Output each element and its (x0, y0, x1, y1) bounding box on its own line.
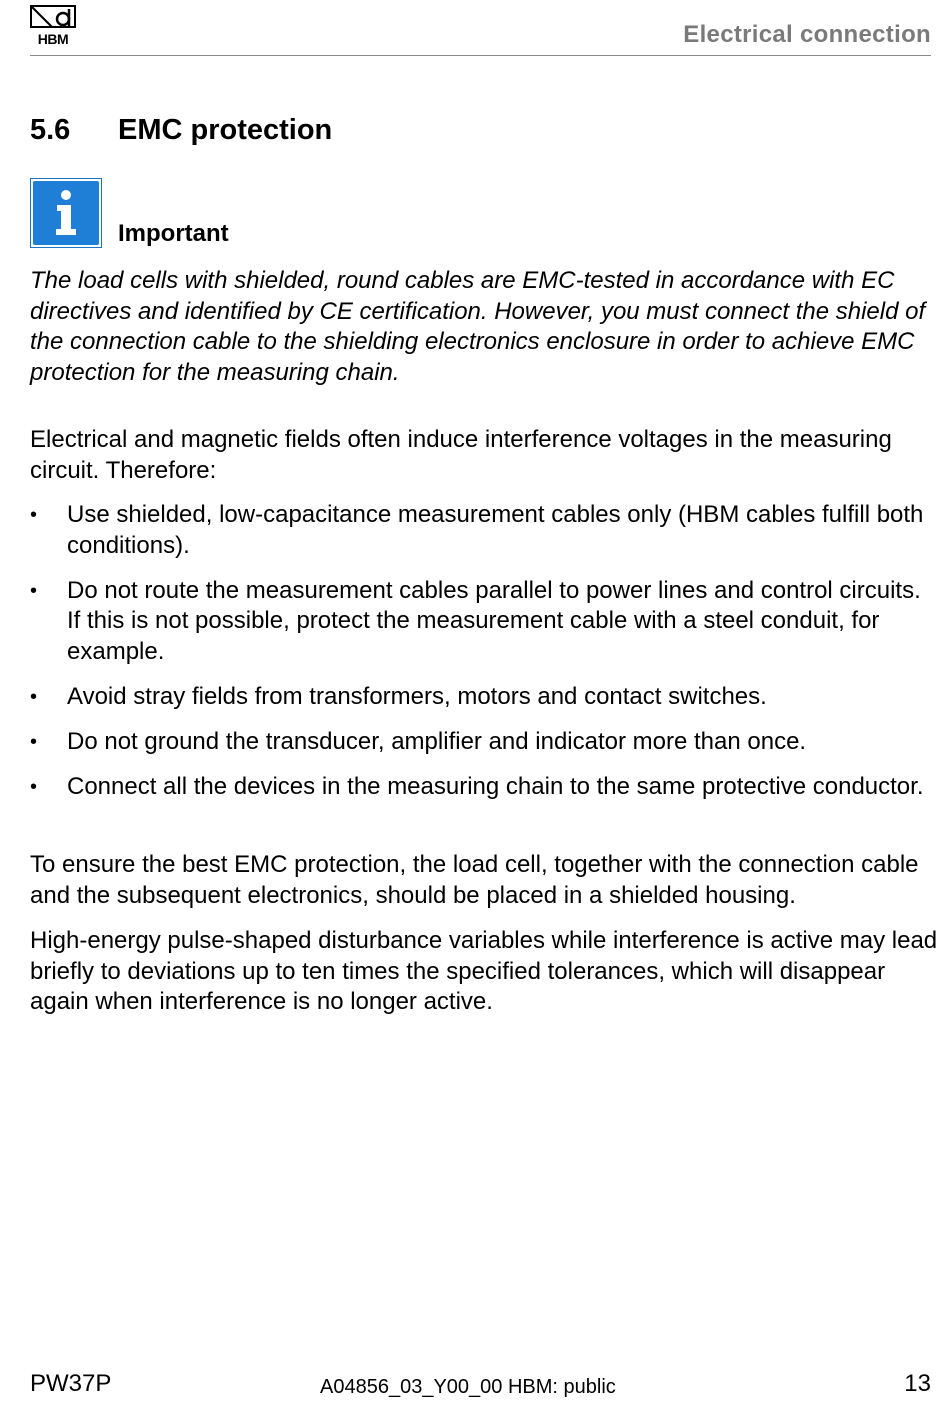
notice-label: Important (118, 220, 229, 247)
footer-page-number: 13 (904, 1370, 931, 1397)
list-item (30, 576, 940, 668)
section-title: EMC protection (118, 114, 333, 146)
list-item-text: Use shielded, low-capacitance measurement cables only (HBM cables fulfill both conditions). (67, 501, 924, 559)
bullet-icon: • (30, 730, 38, 753)
bullet-icon: • (30, 775, 38, 798)
bullet-icon: • (30, 579, 38, 602)
list-item (30, 772, 940, 803)
list-item (30, 682, 940, 713)
notice-text: The load cells with shielded, round cables are EMC-tested in accordance with EC directives and identified by CE certification. However, you must connect the shield of the connection cable to the shielding electronics enclosure in order to achieve EMC protection for the measuring chain. (30, 267, 926, 386)
bullet-icon: • (30, 504, 38, 526)
list-item-text: Avoid stray fields from transformers, motors and contact switches. (67, 682, 767, 710)
info-icon (30, 178, 102, 248)
footer-product: PW37P (30, 1370, 112, 1397)
page-header (30, 0, 931, 56)
disturbance-paragraph: High-energy pulse-shaped disturbance variables while interference is active may lead briefly to deviations up to ten times the specified tolerances, which will disappear again when interference is no longer active. (30, 927, 938, 1015)
list-item-text: Connect all the devices in the measuring chain to the same protective conductor. (67, 772, 924, 800)
emc-housing-paragraph: To ensure the best EMC protection, the load cell, together with the connection cable and the subsequent electronics, should be placed in a shielded housing. (30, 851, 919, 909)
page-footer (30, 1370, 931, 1400)
intro-paragraph: Electrical and magnetic fields often induce interference voltages in the measuring circuit. Therefore: (30, 426, 892, 484)
list-item-text: Do not ground the transducer, amplifier and indicator more than once. (67, 727, 807, 755)
bullet-list (30, 500, 940, 817)
footer-doc-id: A04856_03_Y00_00 HBM: public (320, 1376, 616, 1398)
info-i-glyph-icon (33, 181, 99, 245)
hbm-logo-mark-icon (30, 5, 76, 31)
info-icon-background (33, 181, 99, 245)
header-title: Electrical connection (683, 21, 931, 48)
hbm-logo (30, 5, 76, 45)
list-item-text: Do not route the measurement cables parallel to power lines and control circuits. If this is not possible, protect the measurement cable with a steel conduit, for example. (67, 576, 921, 665)
list-item (30, 727, 940, 758)
section-heading (30, 113, 332, 147)
bullet-icon: • (30, 685, 38, 708)
hbm-logo-text: HBM (37, 31, 69, 47)
list-item (30, 500, 940, 561)
section-number: 5.6 (30, 114, 71, 146)
